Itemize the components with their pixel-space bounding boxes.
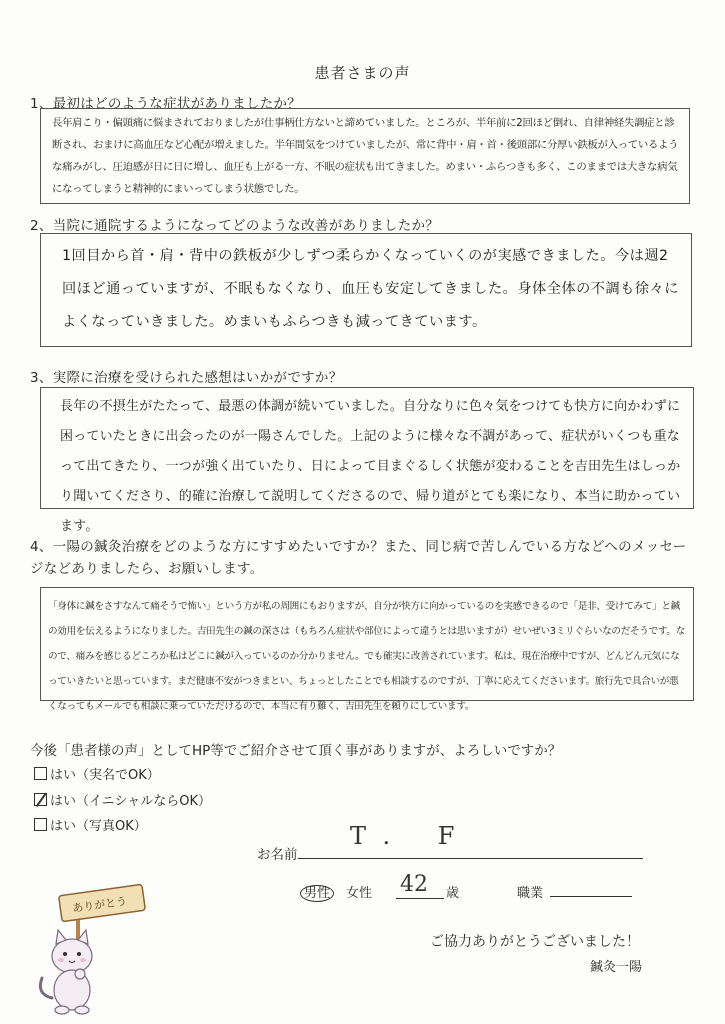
checkbox[interactable] xyxy=(34,767,47,780)
name-underline xyxy=(298,858,643,859)
job-underline xyxy=(550,896,632,897)
consent-option-label: はい（実名でOK） xyxy=(50,768,160,783)
name-label: お名前 xyxy=(257,847,298,863)
question-3: 3、実際に治療を受けられた感想はいかがですか？ xyxy=(30,370,343,386)
age-underline xyxy=(396,898,444,899)
cat-holding-sign-icon xyxy=(28,878,148,1018)
consent-option-real-name[interactable] xyxy=(34,764,160,783)
consent-option-initials[interactable] xyxy=(34,790,211,809)
checkbox[interactable] xyxy=(34,818,47,831)
consent-question: 今後「患者様の声」としてHP等でご紹介させて頂く事がありますが、よろしいですか？ xyxy=(30,743,562,759)
age-label: 歳 xyxy=(446,886,460,901)
thanks-message: ご協力ありがとうございました！ xyxy=(430,934,640,950)
page-title: 患者さまの声 xyxy=(314,64,411,82)
consent-option-label: はい（イニシャルならOK） xyxy=(50,794,211,809)
consent-option-label: はい（写真OK） xyxy=(50,819,147,834)
question-2: 2、当院に通院するようになってどのような改善がありましたか？ xyxy=(30,218,440,234)
question-1: 1、最初はどのような症状がありましたか？ xyxy=(30,96,302,112)
answer-2: 1回目から首・肩・背中の鉄板が少しずつ柔らかくなっていくのが実感できました。今は週2回ほど通っていますが、不眠もなくなり、血圧も安定してきました。身体全体の不調も徐々によくなっていきました。めまいもふらつきも減ってきています。 xyxy=(62,248,679,330)
sign-text: ありがとう xyxy=(71,894,128,916)
checkbox-checked[interactable] xyxy=(34,793,47,806)
gender-male-circled: 男性 xyxy=(300,885,334,902)
gender-female: 女性 xyxy=(346,886,373,901)
clinic-signature: 鍼灸一陽 xyxy=(590,960,643,975)
consent-option-photo[interactable] xyxy=(34,815,147,834)
answer-1: 長年肩こり・偏頭痛に悩まされておりましたが仕事柄仕方ないと諦めていました。ところが、半年前に2回ほど倒れ、自律神経失調症と診断され、おまけに高血圧など心配が増えました。半年間気をつけていましたが、常に背中・肩・首・後頭部に分厚い鉄板が入っているような痛みがし、圧迫感が日に日に増し、血圧も上がる一方、不眠の症状も出てきました。めまい・ふらつきも多く、このままでは大きな病気になってしまうと精神的にまいってしまう状態でした。 xyxy=(52,117,679,195)
name-value: T. F xyxy=(350,822,475,850)
gender-field xyxy=(300,882,372,901)
job-label: 職業 xyxy=(517,886,544,901)
answer-3: 長年の不摂生がたたって、最悪の体調が続いていました。自分なりに色々気をつけても快方に向かわずに困っていたときに出会ったのが一陽さんでした。上記のように様々な不調があって、症状がいくつも重なって出てきたり、一つが強く出ていたり、日によって目まぐるしく状態が変わることを吉田先生はしっかり聞いてくださり、的確に治療して説明してくださるので、帰り道がとても楽になり、本当に助かっています。 xyxy=(60,399,681,534)
answer-4: 「身体に鍼をさすなんて痛そうで怖い」という方が私の周囲にもおりますが、自分が快方に向かっているのを実感できるので「是非、受けてみて」と鍼の効用を伝えるようになりました。吉田先生の鍼の深さは（もちろん症状や部位によって違うとは思いますが）せいぜい3ミリぐらいなのだそうです。なので、痛みを感じるどころか私はどこに鍼が入っているのか分かりません。でも確実に改善されています。私は、現在治療中ですが、どんどん元気になっていきたいと思っています。まだ健康不安がつきまとい、ちょっとしたことでも相談するのですが、丁寧に応えてくださいます。旅行先で具合いが悪くなってもメールでも相談に乗っていただけるので、本当に有り難く、吉田先生を頼りにしています。 xyxy=(48,601,686,712)
age-value: 42 xyxy=(400,872,428,897)
question-4: 4、一陽の鍼灸治療をどのような方にすすめたいですか？また、同じ病で苦しんでいる方などへのメッセージなどありましたら、お願いします。 xyxy=(30,539,687,577)
